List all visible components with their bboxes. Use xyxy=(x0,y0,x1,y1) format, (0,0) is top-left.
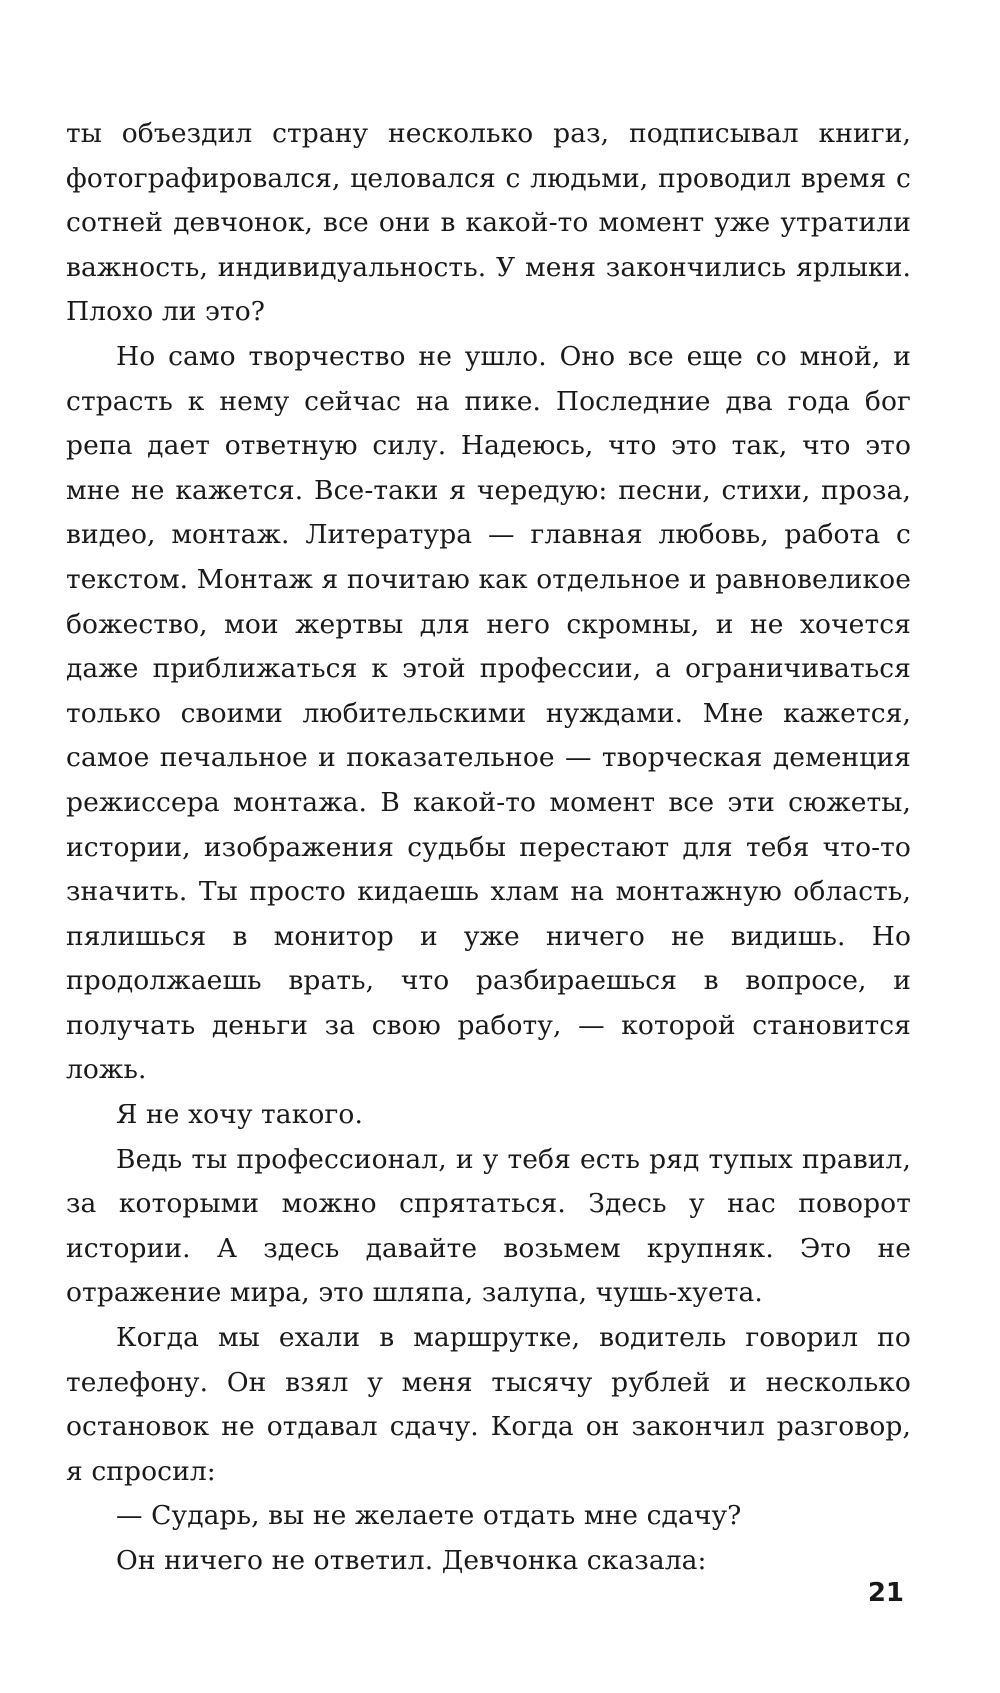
paragraph-1: ты объездил страну несколько раз, подписывал книги, фотографировался, целовался с людьми, проводил время с сотней девчонок, все они в какой-то момент уже утратили важность, индивидуальность. У меня закончились ярлыки. Плохо ли это? xyxy=(66,118,911,328)
paragraph-2: Но само творчество не ушло. Оно все еще со мной, и страсть к нему сейчас на пике. Последние два года бог репа дает ответную силу. Надеюсь, что это так, что это мне не кажется. Все-таки я чередую: песни, стихи, проза, видео, монтаж. Литература — главная любовь, работа с текстом. Монтаж я почитаю как отдельное и равновеликое божество, мои жертвы для него скромны, и не хочется даже приближаться к этой профессии, а ограничиваться только своими любительскими нуждами. Мне кажется, самое печальное и показательное — творческая деменция режиссера монтажа. В какой-то момент все эти сюжеты, истории, изображения судьбы перестают для тебя что-то значить. Ты просто кидаешь хлам на монтажную область, пялишься в монитор и уже ничего не видишь. Но продолжаешь врать, что разбираешься в вопросе, и получать деньги за свою работу, — которой становится ложь. xyxy=(66,340,911,1086)
page-number: 21 xyxy=(867,1578,904,1608)
paragraph-6: — Сударь, вы не желаете отдать мне сдачу? xyxy=(116,1500,742,1532)
paragraph-5: Когда мы ехали в маршрутке, водитель говорил по телефону. Он взял у меня тысячу рублей и несколько остановок не отдавал сдачу. Когда он закончил разговор, я спросил: xyxy=(66,1322,911,1487)
paragraph-7: Он ничего не ответил. Девчонка сказала: xyxy=(116,1545,707,1576)
paragraph-3: Я не хочу такого. xyxy=(116,1099,363,1131)
body-text xyxy=(66,112,911,1584)
paragraph-4: Ведь ты профессионал, и у тебя есть ряд тупых правил, за которыми можно спрятаться. Здесь у нас поворот истории. А здесь давайте возьмем крупняк. Это не отражение мира, это шляпа, залупа, чушь-хуета. xyxy=(66,1143,911,1309)
